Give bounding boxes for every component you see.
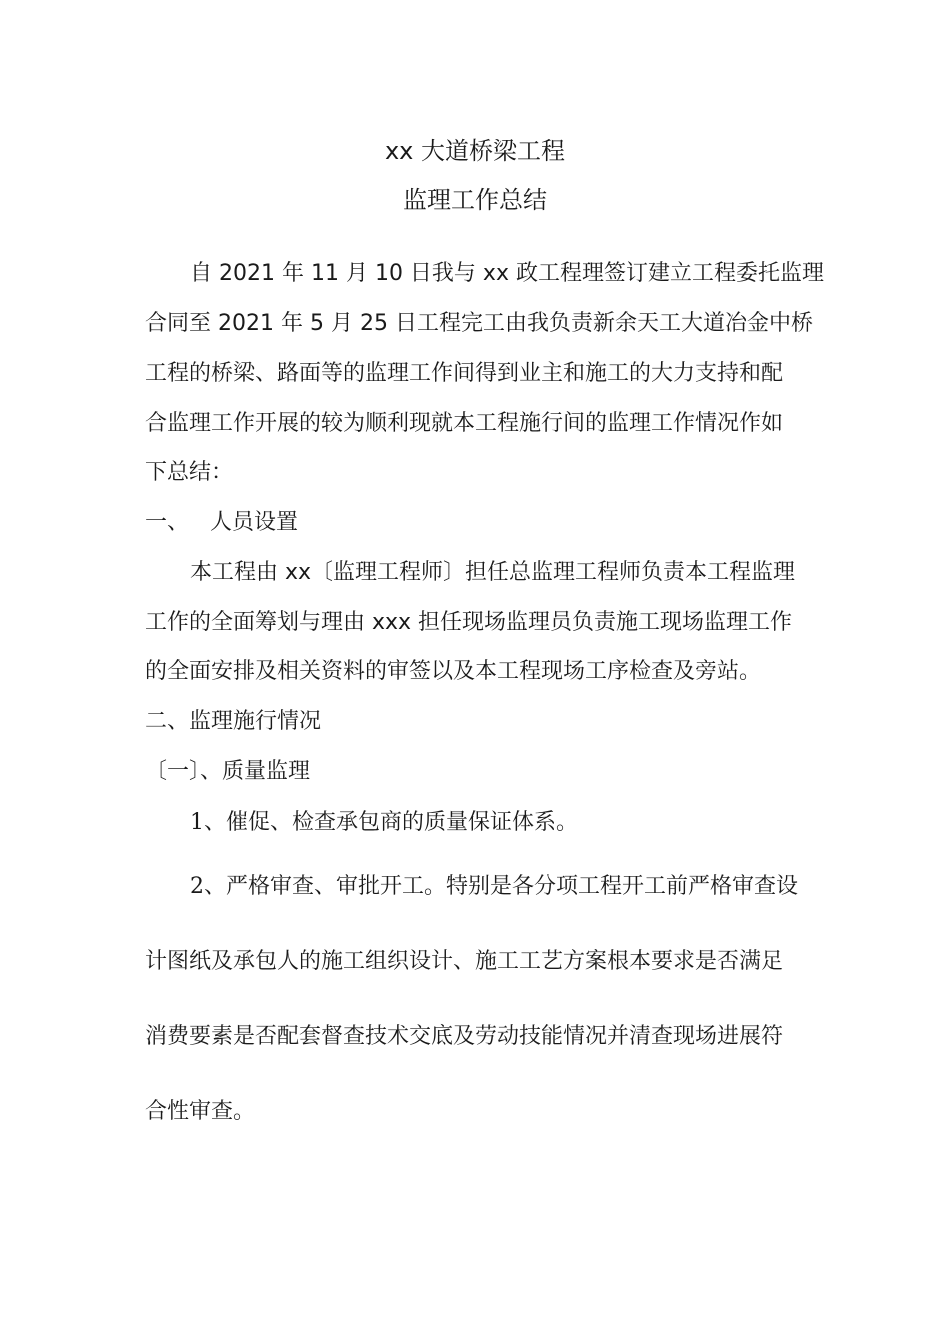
item-2-line-3: 消费要素是否配套督查技术交底及劳动技能情况并清查现场进展符 [145, 1024, 784, 1049]
intro-line-2: 合同至 2021 年 5 月 25 日工程完工由我负责新余天工大道冶金中桥 [145, 311, 813, 336]
item-2-line-2: 计图纸及承包人的施工组织设计、施工工艺方案根本要求是否满足 [145, 949, 784, 974]
intro-line-5: 下总结： [145, 460, 234, 485]
section-1-body-line-2: 工作的全面筹划与理由 xxx 担任现场监理员负责施工现场监理工作 [145, 610, 793, 635]
item-2-number: 2 [190, 874, 204, 899]
section-1-body-line-1: 本工程由 xx〔监理工程师〕担任总监理工程师负责本工程监理 [190, 560, 796, 585]
document-title: xx 大道桥梁工程 [384, 137, 566, 165]
item-1-number: 1 [190, 810, 204, 835]
intro-line-4: 合监理工作开展的较为顺利现就本工程施行间的监理工作情况作如 [145, 411, 784, 436]
section-1-heading: 一、 人员设置 [145, 510, 298, 535]
item-2-line-1 [190, 872, 798, 902]
intro-line-3: 工程的桥梁、路面等的监理工作间得到业主和施工的大力支持和配 [145, 361, 784, 386]
item-2-line-4: 合性审查。 [145, 1099, 256, 1124]
subsection-1-heading: 〔一〕、质量监理 [145, 759, 311, 784]
item-1-text: 、催促、检查承包商的质量保证体系。 [204, 810, 579, 835]
item-2-text: 、严格审查、审批开工。特别是各分项工程开工前严格审查设 [204, 874, 799, 899]
section-2-heading: 二、监理施行情况 [145, 709, 322, 734]
intro-line-1: 自 2021 年 11 月 10 日我与 xx 政工程理签订建立工程委托监理 [190, 261, 824, 286]
item-1 [190, 808, 578, 838]
section-1-body-line-3: 的全面安排及相关资料的审签以及本工程现场工序检查及旁站。 [145, 659, 762, 684]
document-subtitle: 监理工作总结 [403, 186, 547, 214]
